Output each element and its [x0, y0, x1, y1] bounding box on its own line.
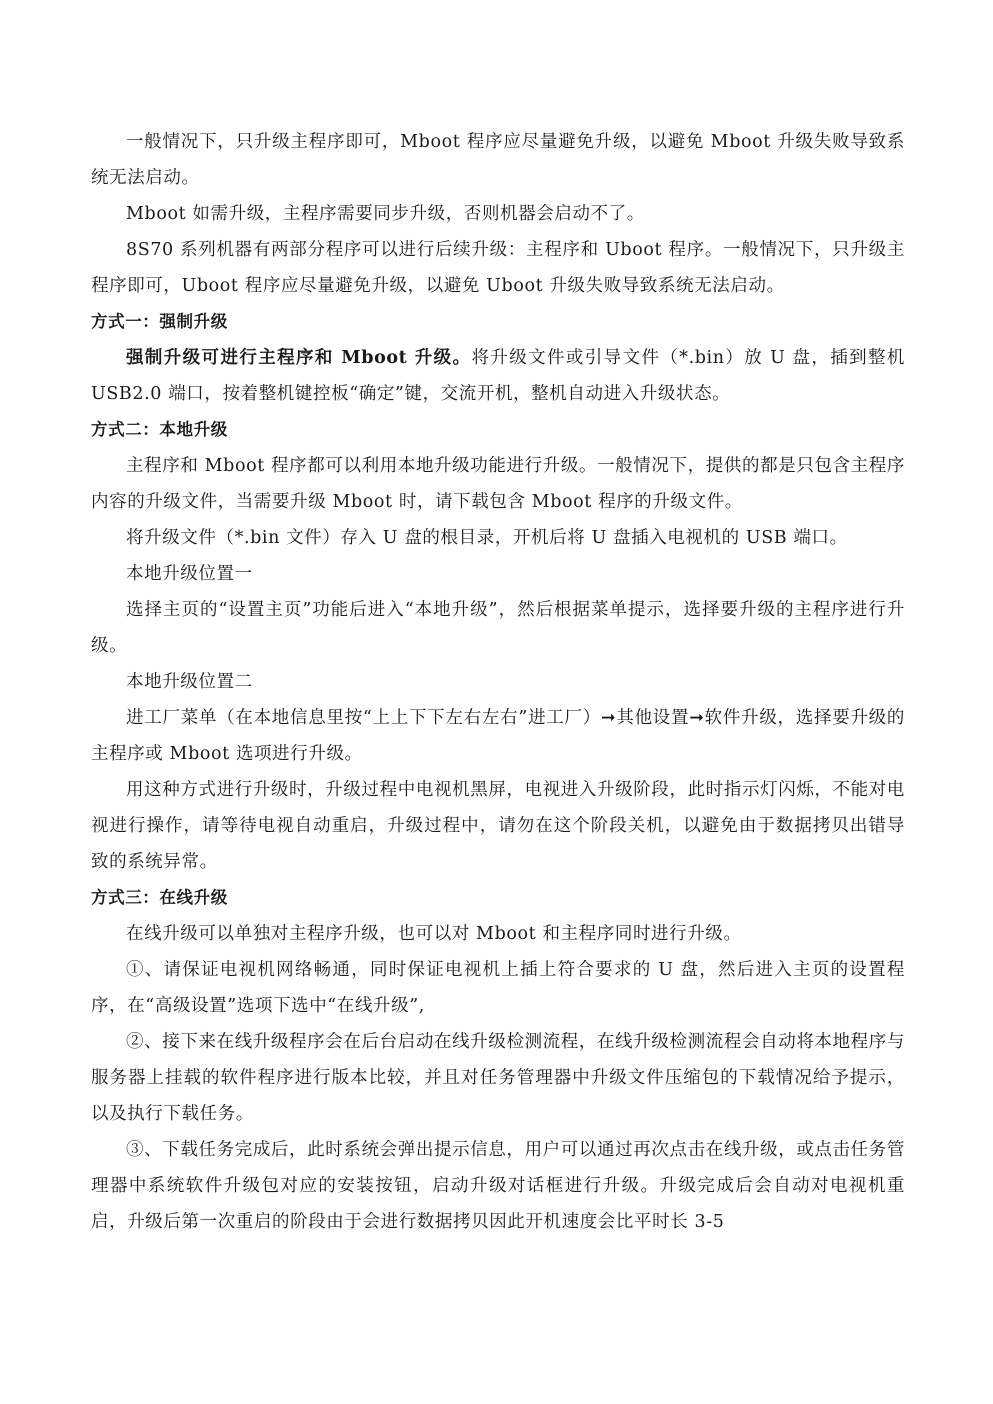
- method-3-step-1: ①、请保证电视机网络畅通，同时保证电视机上插上符合要求的 U 盘，然后进入主页的设置程序，在“高级设置”选项下选中“在线升级”,: [91, 960, 905, 1016]
- method-2-paragraph-2: 将升级文件（*.bin 文件）存入 U 盘的根目录，开机后将 U 盘插入电视机的 USB 端口。: [126, 528, 848, 548]
- method-2-heading: 方式二：本地升级: [91, 420, 228, 439]
- local-location-2-body: 进工厂菜单（在本地信息里按“上上下下左右左右”进工厂）➞其他设置➞软件升级，选择要升级的主程序或 Mboot 选项进行升级。: [91, 708, 905, 764]
- method-1-heading: 方式一：强制升级: [91, 312, 228, 331]
- method-2-note: 用这种方式进行升级时，升级过程中电视机黑屏，电视进入升级阶段，此时指示灯闪烁，不能对电视进行操作，请等待电视自动重启，升级过程中，请勿在这个阶段关机，以避免由于数据拷贝出错导致的系统异常。: [91, 780, 905, 872]
- document-body: [91, 124, 905, 1240]
- intro-paragraph-2: Mboot 如需升级，主程序需要同步升级，否则机器会启动不了。: [126, 204, 645, 224]
- local-location-1-body: 选择主页的“设置主页”功能后进入“本地升级”，然后根据菜单提示，选择要升级的主程序进行升级。: [91, 600, 905, 656]
- method-1-paragraph: [91, 340, 905, 412]
- intro-paragraph-3: 8S70 系列机器有两部分程序可以进行后续升级：主程序和 Uboot 程序。一般情况下，只升级主程序即可，Uboot 程序应尽量避免升级，以避免 Uboot 升级失败导致系统无法启动。: [91, 240, 905, 296]
- method-1-body: 将升级文件或引导文件（*.bin）放 U 盘，插到整机 USB2.0 端口，按着整机键控板“确定”键，交流开机，整机自动进入升级状态。: [91, 348, 905, 404]
- local-location-1-title: 本地升级位置一: [126, 564, 253, 584]
- intro-paragraph-1: 一般情况下，只升级主程序即可，Mboot 程序应尽量避免升级，以避免 Mboot 升级失败导致系统无法启动。: [91, 132, 905, 188]
- method-1-lead: 强制升级可进行主程序和 Mboot 升级。: [126, 348, 472, 368]
- method-2-paragraph-1: 主程序和 Mboot 程序都可以利用本地升级功能进行升级。一般情况下，提供的都是只包含主程序内容的升级文件，当需要升级 Mboot 时，请下载包含 Mboot 程序的升级文件。: [91, 456, 905, 512]
- method-3-step-3: ③、下载任务完成后，此时系统会弹出提示信息，用户可以通过再次点击在线升级，或点击任务管理器中系统软件升级包对应的安装按钮，启动升级对话框进行升级。升级完成后会自动对电视机重启，升级后第一次重启的阶段由于会进行数据拷贝因此开机速度会比平时长 3-5: [91, 1140, 905, 1232]
- method-3-heading: 方式三：在线升级: [91, 888, 228, 907]
- method-3-intro: 在线升级可以单独对主程序升级，也可以对 Mboot 和主程序同时进行升级。: [126, 924, 742, 944]
- local-location-2-title: 本地升级位置二: [126, 672, 253, 692]
- method-3-step-2: ②、接下来在线升级程序会在后台启动在线升级检测流程，在线升级检测流程会自动将本地程序与服务器上挂载的软件程序进行版本比较，并且对任务管理器中升级文件压缩包的下载情况给予提示，以及执行下载任务。: [91, 1032, 905, 1124]
